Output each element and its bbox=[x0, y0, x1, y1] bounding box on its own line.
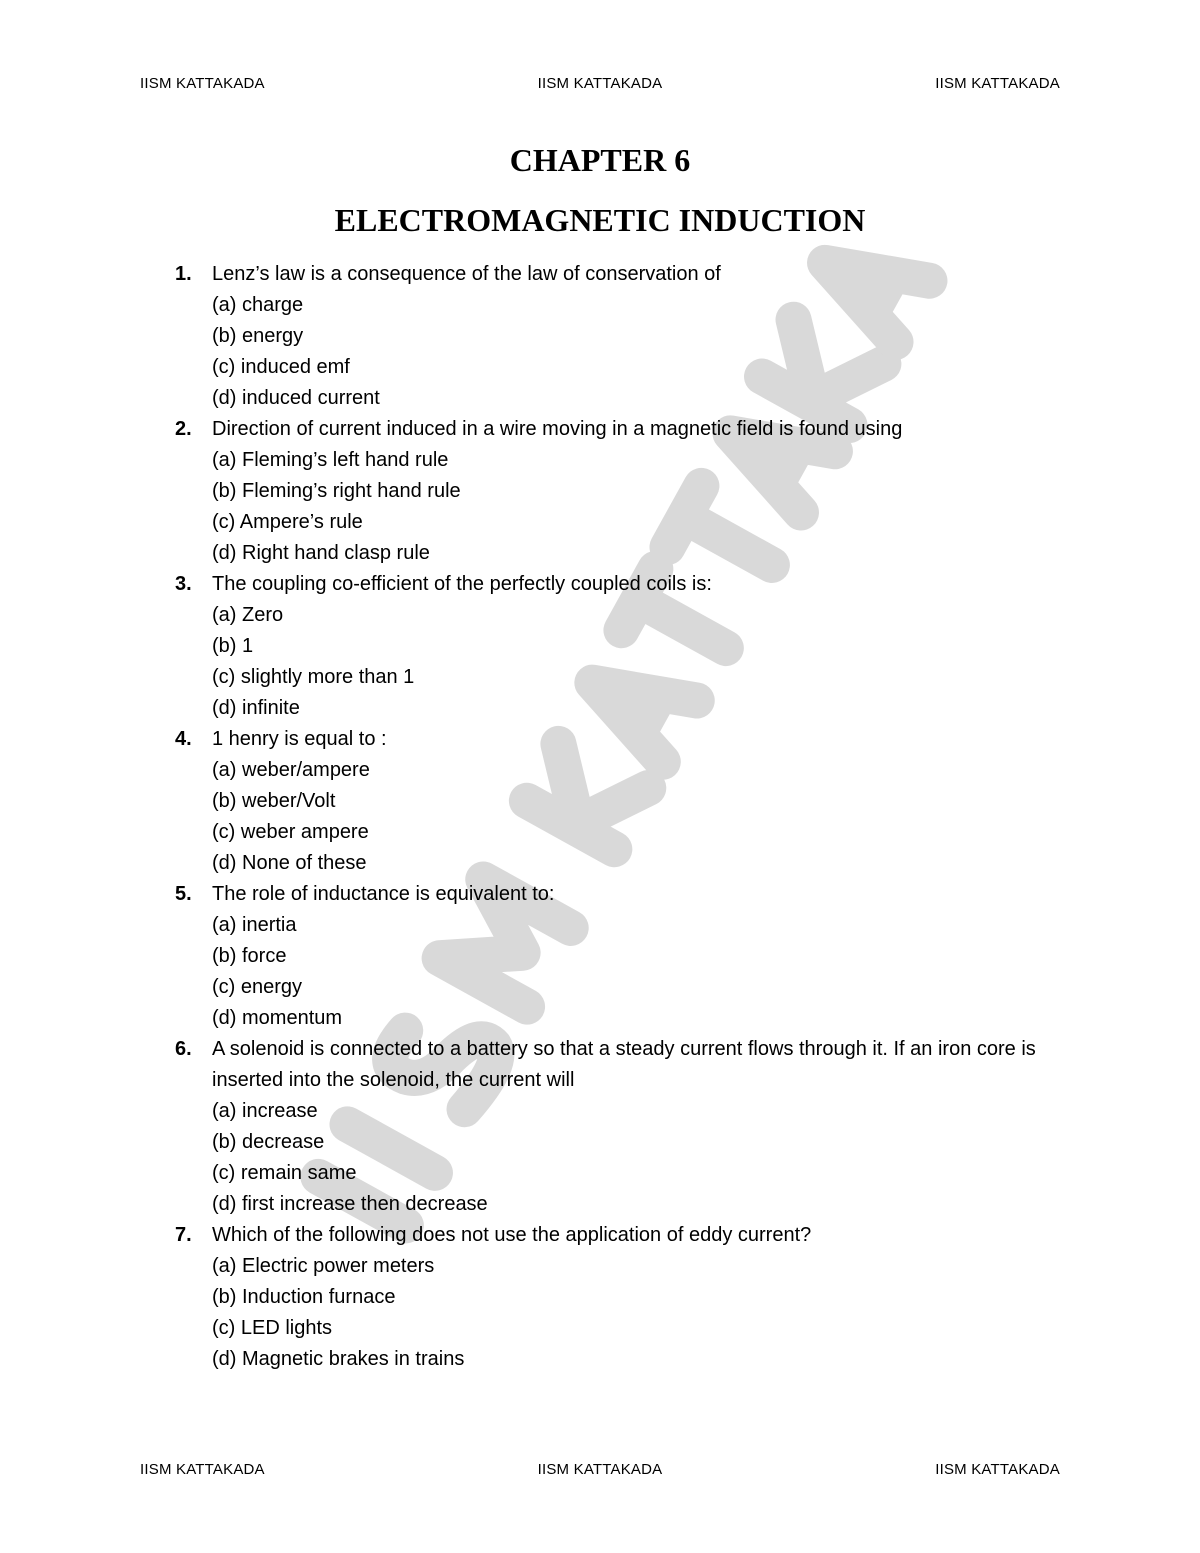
question-text: Which of the following does not use the application of eddy current? bbox=[212, 1224, 812, 1246]
question-number: 3. bbox=[175, 573, 192, 595]
option-a: (a) Electric power meters bbox=[212, 1255, 435, 1277]
option-b: (b) energy bbox=[212, 325, 304, 347]
header-center-text: IISM KATTAKADA bbox=[537, 75, 663, 92]
header-left-text: IISM KATTAKADA bbox=[140, 75, 265, 92]
option-a: (a) charge bbox=[212, 294, 304, 316]
header-right-text: IISM KATTAKADA bbox=[935, 75, 1060, 92]
option-list bbox=[212, 910, 1055, 1034]
option-b: (b) decrease bbox=[212, 1131, 325, 1153]
option-c: (c) slightly more than 1 bbox=[212, 666, 415, 688]
option-d: (d) first increase then decrease bbox=[212, 1193, 488, 1215]
question-item bbox=[175, 724, 1055, 879]
option-list bbox=[212, 755, 1055, 879]
question-number: 1. bbox=[175, 263, 192, 285]
question-number: 2. bbox=[175, 418, 192, 440]
option-list bbox=[212, 600, 1055, 724]
option-d: (d) induced current bbox=[212, 387, 380, 409]
option-a: (a) weber/ampere bbox=[212, 759, 370, 781]
question-text: The coupling co-efficient of the perfectly coupled coils is: bbox=[212, 573, 712, 595]
question-item bbox=[175, 1220, 1055, 1375]
question-text: A solenoid is connected to a battery so that a steady current flows through it. If an iron core is inserted into the solenoid, the current will bbox=[212, 1038, 1036, 1091]
footer-center-text: IISM KATTAKADA bbox=[537, 1461, 663, 1478]
option-b: (b) weber/Volt bbox=[212, 790, 336, 812]
option-list bbox=[212, 1096, 1055, 1220]
footer-right-text: IISM KATTAKADA bbox=[935, 1461, 1060, 1478]
option-c: (c) remain same bbox=[212, 1162, 357, 1184]
option-list bbox=[212, 1251, 1055, 1375]
footer-left-text: IISM KATTAKADA bbox=[140, 1461, 265, 1478]
question-item bbox=[175, 1034, 1055, 1220]
option-d: (d) Right hand clasp rule bbox=[212, 542, 430, 564]
option-list bbox=[212, 290, 1055, 414]
option-b: (b) 1 bbox=[212, 635, 254, 657]
question-number: 6. bbox=[175, 1038, 192, 1060]
question-item bbox=[175, 414, 1055, 569]
option-c: (c) LED lights bbox=[212, 1317, 333, 1339]
chapter-title: CHAPTER 6 bbox=[509, 142, 691, 178]
question-list bbox=[175, 259, 1055, 1375]
option-c: (c) Ampere’s rule bbox=[212, 511, 363, 533]
option-b: (b) Induction furnace bbox=[212, 1286, 396, 1308]
question-item bbox=[175, 879, 1055, 1034]
question-item bbox=[175, 259, 1055, 414]
option-d: (d) None of these bbox=[212, 852, 367, 874]
chapter-subject: ELECTROMAGNETIC INDUCTION bbox=[334, 202, 866, 238]
option-b: (b) Fleming’s right hand rule bbox=[212, 480, 461, 502]
option-d: (d) Magnetic brakes in trains bbox=[212, 1348, 465, 1370]
option-d: (d) infinite bbox=[212, 697, 300, 719]
question-number: 4. bbox=[175, 728, 192, 750]
page-header bbox=[140, 75, 1060, 92]
option-list bbox=[212, 445, 1055, 569]
option-c: (c) energy bbox=[212, 976, 303, 998]
page-footer bbox=[140, 1461, 1060, 1478]
option-a: (a) Zero bbox=[212, 604, 284, 626]
question-text: Direction of current induced in a wire moving in a magnetic field is found using bbox=[212, 418, 903, 440]
option-a: (a) Fleming’s left hand rule bbox=[212, 449, 449, 471]
question-number: 5. bbox=[175, 883, 192, 905]
question-item bbox=[175, 569, 1055, 724]
question-number: 7. bbox=[175, 1224, 192, 1246]
question-text: The role of inductance is equivalent to: bbox=[212, 883, 555, 905]
option-c: (c) weber ampere bbox=[212, 821, 369, 843]
question-text: Lenz’s law is a consequence of the law of conservation of bbox=[212, 263, 721, 285]
option-a: (a) increase bbox=[212, 1100, 318, 1122]
option-a: (a) inertia bbox=[212, 914, 297, 936]
option-b: (b) force bbox=[212, 945, 287, 967]
option-c: (c) induced emf bbox=[212, 356, 350, 378]
question-text: 1 henry is equal to : bbox=[212, 728, 387, 750]
option-d: (d) momentum bbox=[212, 1007, 343, 1029]
